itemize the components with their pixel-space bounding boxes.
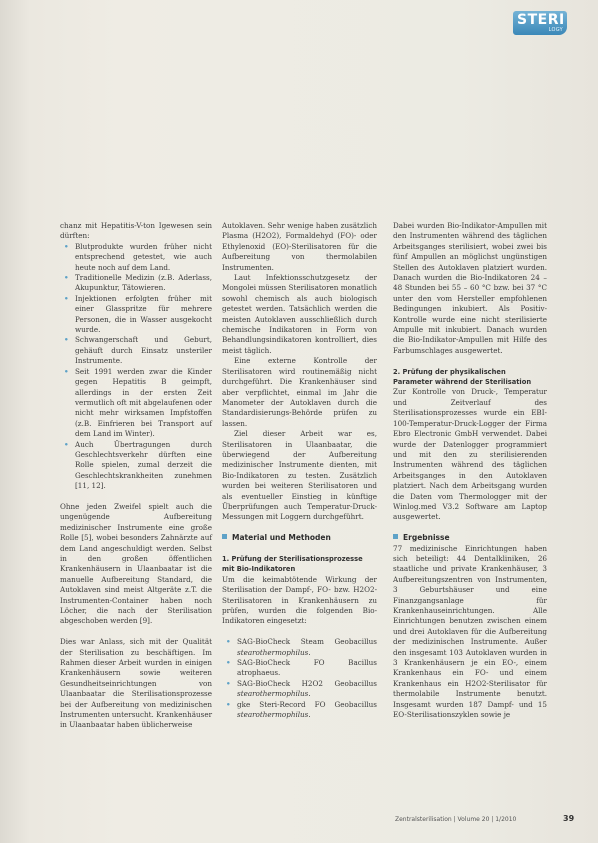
bullet-icon: • — [64, 439, 69, 449]
section-heading-methods: Material und Methoden — [222, 533, 377, 543]
bullet-icon: • — [226, 678, 231, 688]
steri-logo — [513, 11, 567, 35]
logo-text: STERI — [517, 12, 565, 28]
col3-paragraph: 77 medizinische Einrichtungen haben sich beteiligt: 44 Dentalkliniken, 26 staatliche und private Krankenhäuser, 3 Aufbereitungszentren von Instrumenten, 3 Geburtshäuser und eine Finanzgangsanlage für Krankenhauseinrichtungen. Alle Einrichtungen benutzen zwischen einem und drei Autoklaven für die Aufbereitung der medizinischen Instrumente. Außer den insgesamt 103 Autoklaven wurden in 3 Krankenhäusern je ein EO-, einem Krankenhaus ein FO- und einem Krankenhaus ein H2O2-Sterilisator für thermolabile Instrumente benutzt. Insgesamt wurden 187 Dampf- und 15 EO-Sterilisationszyklen sowie je — [393, 543, 547, 720]
col2-paragraph: Eine externe Kontrolle der Sterilisatoren wird routinemäßig nicht durchgeführt. Die Krankenhäuser sind aber verpflichtet, einmal im Jahr die Manometer der Autoklaven durch die Standardisierungs-Behörde prüfen zu lassen. — [222, 356, 377, 428]
col2-paragraph: Um die keimabtötende Wirkung der Sterilisation der Dampf-, FO- bzw. H2O2-Sterilisatoren in Krankenhäusern zu prüfen, wurden die folgenden Bio-Indikatoren eingesetzt: — [222, 574, 377, 626]
list-item: • SAG-BioCheck FO Bacillus atrophaeus. — [226, 658, 377, 678]
list-item: • SAG-BioCheck H2O2 Geobacillus stearothermophilus. — [226, 678, 377, 699]
list-item: • Auch Übertragungen durch Geschlechtsverkehr dürften eine Rolle spielen, zumal derzeit die Geschlechtskrankheiten zunehmen [11, 12]. — [64, 439, 212, 491]
logo-subtext: LOGY — [548, 27, 563, 33]
bullet-icon: • — [64, 293, 69, 303]
bullet-icon: • — [64, 241, 69, 251]
list-item: • Injektionen erfolgten früher mit einer Glasspritze für mehrere Personen, die in Wasser ausgekocht wurde. — [64, 293, 212, 335]
bullet-icon: • — [226, 658, 231, 668]
list-item: • Traditionelle Medizin (z.B. Aderlass, Akupunktur, Tätowieren. — [64, 273, 212, 293]
col1-paragraph: Dies war Anlass, sich mit der Qualität der Sterilisation zu beschäftigen. Im Rahmen dieser Arbeit wurden in einigen Krankenhäusern sowie weiteren Gesundheitseinrichtungen von Ulaanbaatar die Sterilisationsprozesse bei der Aufbereitung von medizinischen Instrumenten untersucht. Krankenhäuser in Ulaanbaatar haben üblicherweise — [60, 637, 213, 730]
subsection-heading: 1. Prüfung der Sterilisationsprozesse mit Bio-Indikatoren — [222, 554, 363, 574]
list-item: • gke Steri-Record FO Geobacillus stearothermophilus. — [226, 699, 377, 720]
square-bullet-icon — [222, 534, 227, 539]
list-item: • SAG-BioCheck Steam Geobacillus stearothermophilus. — [226, 637, 377, 657]
bullet-icon: • — [64, 366, 69, 376]
col3-paragraph: Zur Kontrolle von Druck-, Temperatur und Zeitverlauf des Sterilisationsprozesses wurde ein EBI-100-Temperatur-Druck-Logger der Firma Ebro Electronic GmbH verwendet. Dabei wurde der Datenlogger programmiert und mit den zu sterilisierenden Instrumenten während des täglichen Arbeitsganges in den Autoklaven platziert. Nach dem Arbeitsgang wurden die Daten vom Thermologger mit der Winlog.med V3.2 Software am Laptop ausgewertet. — [393, 387, 547, 522]
col2-paragraph: Laut Infektionsschutzgesetz der Mongolei müssen Sterilisatoren monatlich sowohl chemisch als auch biologisch getestet werden. Tatsächlich werden die meisten Autoklaven ausschließlich durch chemische Indikatoren in Form von Behandlungsindikatoren kontrolliert, dies meist täglich. — [222, 273, 377, 355]
risk-factor-list — [60, 242, 212, 492]
subsection-heading: 2. Prüfung der physikalischen Parameter während der Sterilisation — [393, 367, 532, 387]
list-item: • Seit 1991 werden zwar die Kinder gegen Hepatitis B geimpft, allerdings in der ersten Zeit vermutlich oft mit abgelaufenen oder nicht mehr wirksamen Impfstoffen (z.B. Einfrieren bei Transport auf dem Land im Winter). — [64, 366, 212, 439]
list-item: • Blutprodukte wurden früher nicht entsprechend getestet, wie auch heute noch auf dem Land. — [64, 241, 212, 272]
square-bullet-icon — [393, 534, 398, 539]
col1-paragraph: Ohne jeden Zweifel spielt auch die ungenügende Aufbereitung medizinischer Instrumente eine große Rolle [5], wobei besonders Zahnärzte auf dem Land angeschuldigt werden. Selbst in den großen öffentlichen Krankenhäusern in Ulaanbaatar ist die manuelle Aufbereitung Standard, die Autoklaven sind meist Altgeräte z.T. die Instrumenten-Container haben noch Löcher, die nach der Sterilisation abgeschoben werden [9]. — [60, 501, 212, 626]
col1-intro: chanz mit Hepatitis-V-ton Igewesen sein dürften: — [60, 221, 212, 241]
section-heading-results: Ergebnisse — [393, 533, 547, 543]
col3-paragraph: Dabei wurden Bio-Indikator-Ampullen mit den Instrumenten während des täglichen Arbeitsganges sterilisiert, wobei zwei bis fünf Ampullen an möglichst ungünstigen Stellen des Autoklaven platziert wurden. Danach wurden die Bio-Indikatoren 24 – 48 Stunden bei 55 – 60 °C bzw. bei 37 °C unter den vom Hersteller empfohlenen Bedingungen inkubiert. Als Positiv-Kontrolle wurde eine nicht sterilisierte Ampulle mit inkubiert. Danach wurden die Bio-Indikator-Ampullen mit Hilfe des Farbumschlages ausgewertet. — [393, 221, 547, 355]
bullet-icon: • — [226, 637, 231, 647]
column-1 — [60, 221, 212, 731]
bio-indicator-list — [222, 637, 377, 720]
column-2 — [222, 221, 377, 720]
column-3 — [393, 221, 547, 720]
bullet-icon: • — [64, 273, 69, 283]
bullet-icon: • — [226, 699, 231, 709]
bullet-icon: • — [64, 335, 69, 345]
list-item: • Schwangerschaft und Geburt, gehäuft durch Einsatz unsteriler Instrumente. — [64, 335, 212, 366]
page-number: 39 — [563, 814, 575, 823]
journal-footer: Zentralsterilisation | Volume 20 | 1/2010 — [395, 816, 517, 823]
col2-paragraph: Autoklaven. Sehr wenige haben zusätzlich Plasma (H2O2), Formaldehyd (FO)- oder Ethylenoxid (EO)-Sterilisatoren für die Aufbereitung von thermolabilen Instrumenten. — [222, 221, 377, 272]
col2-paragraph: Ziel dieser Arbeit war es, Sterilisatoren in Ulaanbaatar, die überwiegend der Aufbereitung medizinischer Instrumente dienten, mit Bio-Indikatoren zu testen. Zusätzlich wurden bei weiteren Sterilisatoren und als eventueller Einstieg in künftige Überprüfungen auch Temperatur-Druck-Messungen mit Loggern durchgeführt. — [222, 429, 377, 522]
